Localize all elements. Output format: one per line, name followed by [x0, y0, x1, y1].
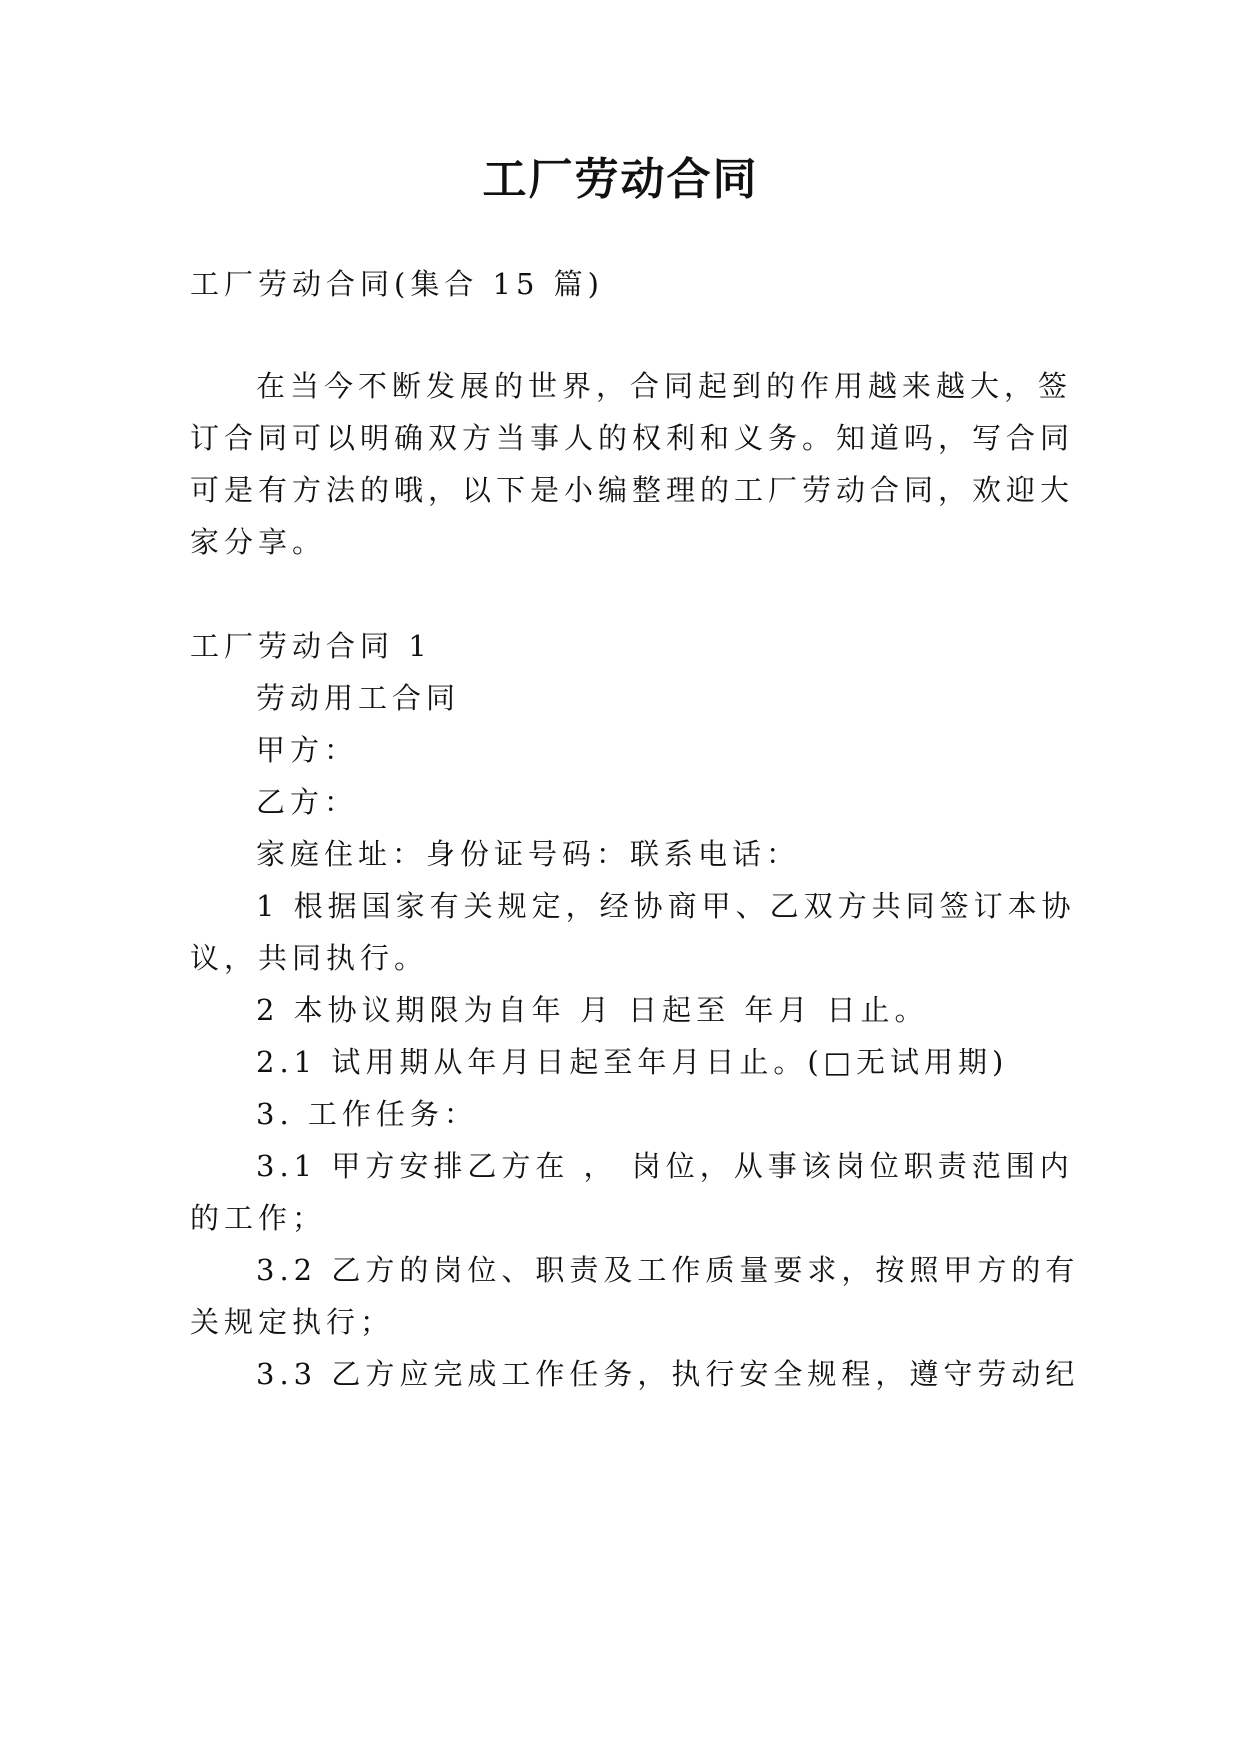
- clause-line: 关规定执行；: [190, 1305, 395, 1339]
- intro-line: 可是有方法的哦，以下是小编整理的工厂劳动合同，欢迎大: [190, 473, 1075, 507]
- clause-line: 1 根据国家有关规定，经协商甲、乙双方共同签订本协: [256, 889, 1076, 923]
- party-a-label: 甲方：: [256, 733, 359, 767]
- clause-line: 议，共同执行。: [190, 941, 429, 975]
- section-heading: 工厂劳动合同 1: [190, 629, 432, 663]
- clause-line: 3.2 乙方的岗位、职责及工作质量要求，按照甲方的有: [256, 1253, 1080, 1287]
- clause-line: 3. 工作任务：: [256, 1097, 478, 1131]
- clause-line: 3.3 乙方应完成工作任务，执行安全规程，遵守劳动纪: [256, 1357, 1080, 1391]
- clause-line: 的工作；: [190, 1201, 327, 1235]
- document-title: 工厂劳动合同: [482, 154, 759, 205]
- document-subtitle: 工厂劳动合同(集合 15 篇): [190, 267, 604, 301]
- intro-line: 订合同可以明确双方当事人的权利和义务。知道吗，写合同: [190, 421, 1075, 455]
- party-b-info: 家庭住址：身份证号码：联系电话：: [256, 837, 801, 871]
- contract-title: 劳动用工合同: [256, 681, 461, 715]
- party-b-label: 乙方：: [256, 785, 359, 819]
- intro-line: 家分享。: [190, 525, 327, 559]
- clause-line: 3.1 甲方安排乙方在 ， 岗位，从事该岗位职责范围内: [256, 1149, 1074, 1183]
- clause-line: 2.1 试用期从年月日起至年月日止。(□无试用期): [256, 1045, 1009, 1079]
- clause-line: 2 本协议期限为自年 月 日起至 年月 日止。: [256, 993, 929, 1027]
- intro-line: 在当今不断发展的世界，合同起到的作用越来越大，签: [256, 369, 1073, 403]
